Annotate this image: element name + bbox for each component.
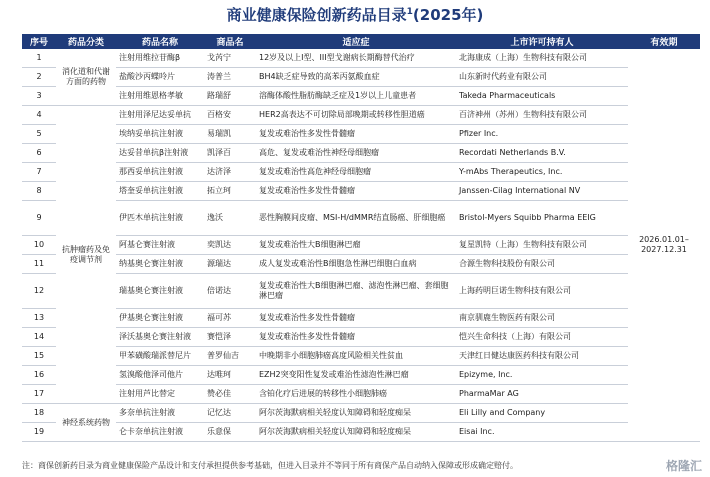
row-number: 3 (22, 87, 56, 106)
brand-cell: 源瑞达 (204, 255, 256, 274)
drug-name-cell: 纳基奥仑赛注射液 (116, 255, 204, 274)
brand-cell: 百格安 (204, 106, 256, 125)
holder-cell: 南京驯鹿生物医药有限公司 (456, 309, 628, 328)
holder-cell: 山东新时代药业有限公司 (456, 68, 628, 87)
holder-cell: Janssen-Cilag International NV (456, 182, 628, 201)
row-number: 11 (22, 255, 56, 274)
category-cell: 消化道和代谢方面的药物 (56, 49, 116, 106)
drug-name-cell: 伊基奥仑赛注射液 (116, 309, 204, 328)
row-number: 1 (22, 49, 56, 68)
holder-cell: Takeda Pharmaceuticals (456, 87, 628, 106)
indication-cell: HER2高表达不可切除局部晚期或转移性胆道癌 (256, 106, 456, 125)
indication-cell: 复发或难治性多发性骨髓瘤 (256, 182, 456, 201)
table-row (22, 309, 700, 328)
indication-cell: EZH2突变阳性复发或难治性滤泡性淋巴瘤 (256, 366, 456, 385)
row-number: 12 (22, 274, 56, 309)
header-indication: 适应症 (256, 34, 456, 49)
table-row (22, 125, 700, 144)
indication-cell: 阿尔茨海默病相关轻度认知障碍和轻度痴呆 (256, 404, 456, 423)
row-number: 18 (22, 404, 56, 423)
indication-cell: 成人复发或难治性B细胞急性淋巴细胞白血病 (256, 255, 456, 274)
holder-cell: 恺兴生命科技（上海）有限公司 (456, 328, 628, 347)
indication-cell: 复发或难治性多发性骨髓瘤 (256, 328, 456, 347)
holder-cell: PharmaMar AG (456, 385, 628, 404)
drug-name-cell: 注射用维拉苷酶β (116, 49, 204, 68)
drug-name-cell: 达妥昔单抗β注射液 (116, 144, 204, 163)
indication-cell: 12岁及以上I型、III型戈谢病长期酶替代治疗 (256, 49, 456, 68)
table-row (22, 49, 700, 68)
holder-cell: Epizyme, Inc. (456, 366, 628, 385)
row-number: 14 (22, 328, 56, 347)
header-holder: 上市许可持有人 (456, 34, 628, 49)
table-row (22, 255, 700, 274)
brand-cell: 易瑞凯 (204, 125, 256, 144)
brand-cell: 赛恺泽 (204, 328, 256, 347)
indication-cell: 复发或难治性多发性骨髓瘤 (256, 309, 456, 328)
page-title (0, 4, 710, 26)
brand-cell: 凯泽百 (204, 144, 256, 163)
table-row (22, 274, 700, 309)
row-number: 13 (22, 309, 56, 328)
drug-name-cell: 泽沃基奥仑赛注射液 (116, 328, 204, 347)
brand-cell: 戈芮宁 (204, 49, 256, 68)
title-year: (2025年) (412, 6, 484, 24)
drug-name-cell: 埃纳妥单抗注射液 (116, 125, 204, 144)
holder-cell: 天津红日健达康医药科技有限公司 (456, 347, 628, 366)
holder-cell: Eli Lilly and Company (456, 404, 628, 423)
table-row (22, 201, 700, 236)
holder-cell: 北海康成（上海）生物科技有限公司 (456, 49, 628, 68)
drug-name-cell: 阿基仑赛注射液 (116, 236, 204, 255)
indication-cell: 复发或难治性大B细胞淋巴瘤 (256, 236, 456, 255)
watermark-logo: 格隆汇 (665, 459, 702, 473)
header-category: 药品分类 (56, 34, 116, 49)
brand-cell: 涛普兰 (204, 68, 256, 87)
drug-name-cell: 盐酸沙丙蝶呤片 (116, 68, 204, 87)
drug-name-cell: 伊匹木单抗注射液 (116, 201, 204, 236)
table-header-row (22, 34, 700, 49)
holder-cell: 合源生物科技股份有限公司 (456, 255, 628, 274)
drug-name-cell: 注射用维恩格孝敏 (116, 87, 204, 106)
header-no: 序号 (22, 34, 56, 49)
indication-cell: 复发或难治性大B细胞淋巴瘤、滤泡性淋巴瘤、套细胞淋巴瘤 (256, 274, 456, 309)
row-number: 6 (22, 144, 56, 163)
indication-cell: BH4缺乏症导致的高苯丙氨酸血症 (256, 68, 456, 87)
table-row (22, 347, 700, 366)
drug-name-cell: 甲苯磺酸瑞派替尼片 (116, 347, 204, 366)
table-body (22, 49, 700, 442)
table-row (22, 328, 700, 347)
holder-cell: Recordati Netherlands B.V. (456, 144, 628, 163)
brand-cell: 赞必佳 (204, 385, 256, 404)
row-number: 16 (22, 366, 56, 385)
row-number: 7 (22, 163, 56, 182)
indication-cell: 溶酶体酸性脂肪酶缺乏症及1岁以上儿童患者 (256, 87, 456, 106)
drug-name-cell: 瑞基奥仑赛注射液 (116, 274, 204, 309)
row-number: 4 (22, 106, 56, 125)
drug-name-cell: 多奈单抗注射液 (116, 404, 204, 423)
drug-name-cell: 氢溴酸他泽司他片 (116, 366, 204, 385)
holder-cell: Eisai Inc. (456, 423, 628, 442)
holder-cell: Pfizer Inc. (456, 125, 628, 144)
brand-cell: 拓立珂 (204, 182, 256, 201)
brand-cell: 达唯珂 (204, 366, 256, 385)
title-superscript: 1 (406, 7, 413, 17)
table-row (22, 366, 700, 385)
drug-name-cell: 塔奎妥单抗注射液 (116, 182, 204, 201)
category-cell: 神经系统药物 (56, 404, 116, 442)
holder-cell: 百济神州（苏州）生物科技有限公司 (456, 106, 628, 125)
drug-name-cell: 那西妥单抗注射液 (116, 163, 204, 182)
holder-cell: 上海药明巨诺生物科技有限公司 (456, 274, 628, 309)
holder-cell: 复星凯特（上海）生物科技有限公司 (456, 236, 628, 255)
indication-cell: 恶性胸膜间皮瘤、MSI-H/dMMR结直肠癌、肝细胞癌 (256, 201, 456, 236)
row-number: 2 (22, 68, 56, 87)
drug-table (22, 34, 700, 442)
table-row (22, 68, 700, 87)
indication-cell: 复发或难治性多发性骨髓瘤 (256, 125, 456, 144)
brand-cell: 倍诺达 (204, 274, 256, 309)
brand-cell: 普罗仙吉 (204, 347, 256, 366)
table-row (22, 106, 700, 125)
drug-name-cell: 仑卡奈单抗注射液 (116, 423, 204, 442)
title-text: 商业健康保险创新药品目录 (226, 6, 407, 24)
brand-cell: 路瑞舒 (204, 87, 256, 106)
table-row (22, 385, 700, 404)
row-number: 10 (22, 236, 56, 255)
table-row (22, 87, 700, 106)
holder-cell: Y-mAbs Therapeutics, Inc. (456, 163, 628, 182)
indication-cell: 阿尔茨海默病相关轻度认知障碍和轻度痴呆 (256, 423, 456, 442)
row-number: 8 (22, 182, 56, 201)
brand-cell: 达济泽 (204, 163, 256, 182)
row-number: 5 (22, 125, 56, 144)
indication-cell: 复发或难治性高危神经母细胞瘤 (256, 163, 456, 182)
row-number: 19 (22, 423, 56, 442)
brand-cell: 福可苏 (204, 309, 256, 328)
table-row (22, 236, 700, 255)
table-row (22, 404, 700, 423)
footnote: 注：商保创新药目录为商业健康保险产品设计和支付承担提供参考基础，但进入目录并不等同于所有商保产品自动纳入保障或形成确定赔付。 (22, 461, 518, 470)
indication-cell: 高危、复发或难治性神经母细胞瘤 (256, 144, 456, 163)
drug-name-cell: 注射用芦比替定 (116, 385, 204, 404)
table-row (22, 182, 700, 201)
brand-cell: 记忆达 (204, 404, 256, 423)
row-number: 17 (22, 385, 56, 404)
brand-cell: 乐意保 (204, 423, 256, 442)
validity-cell: 2026.01.01–2027.12.31 (628, 49, 700, 442)
header-brand: 商品名 (204, 34, 256, 49)
header-validity: 有效期 (628, 34, 700, 49)
indication-cell: 含铂化疗后进展的转移性小细胞肺癌 (256, 385, 456, 404)
table-row (22, 163, 700, 182)
table-row (22, 144, 700, 163)
category-cell: 抗肿瘤药及免疫调节剂 (56, 106, 116, 404)
row-number: 15 (22, 347, 56, 366)
row-number: 9 (22, 201, 56, 236)
holder-cell: Bristol-Myers Squibb Pharma EEIG (456, 201, 628, 236)
brand-cell: 逸沃 (204, 201, 256, 236)
header-drug-name: 药品名称 (116, 34, 204, 49)
indication-cell: 中晚期非小细胞肺癌高度风险相关性贫血 (256, 347, 456, 366)
drug-name-cell: 注射用泽尼达妥单抗 (116, 106, 204, 125)
table-row (22, 423, 700, 442)
brand-cell: 奕凯达 (204, 236, 256, 255)
